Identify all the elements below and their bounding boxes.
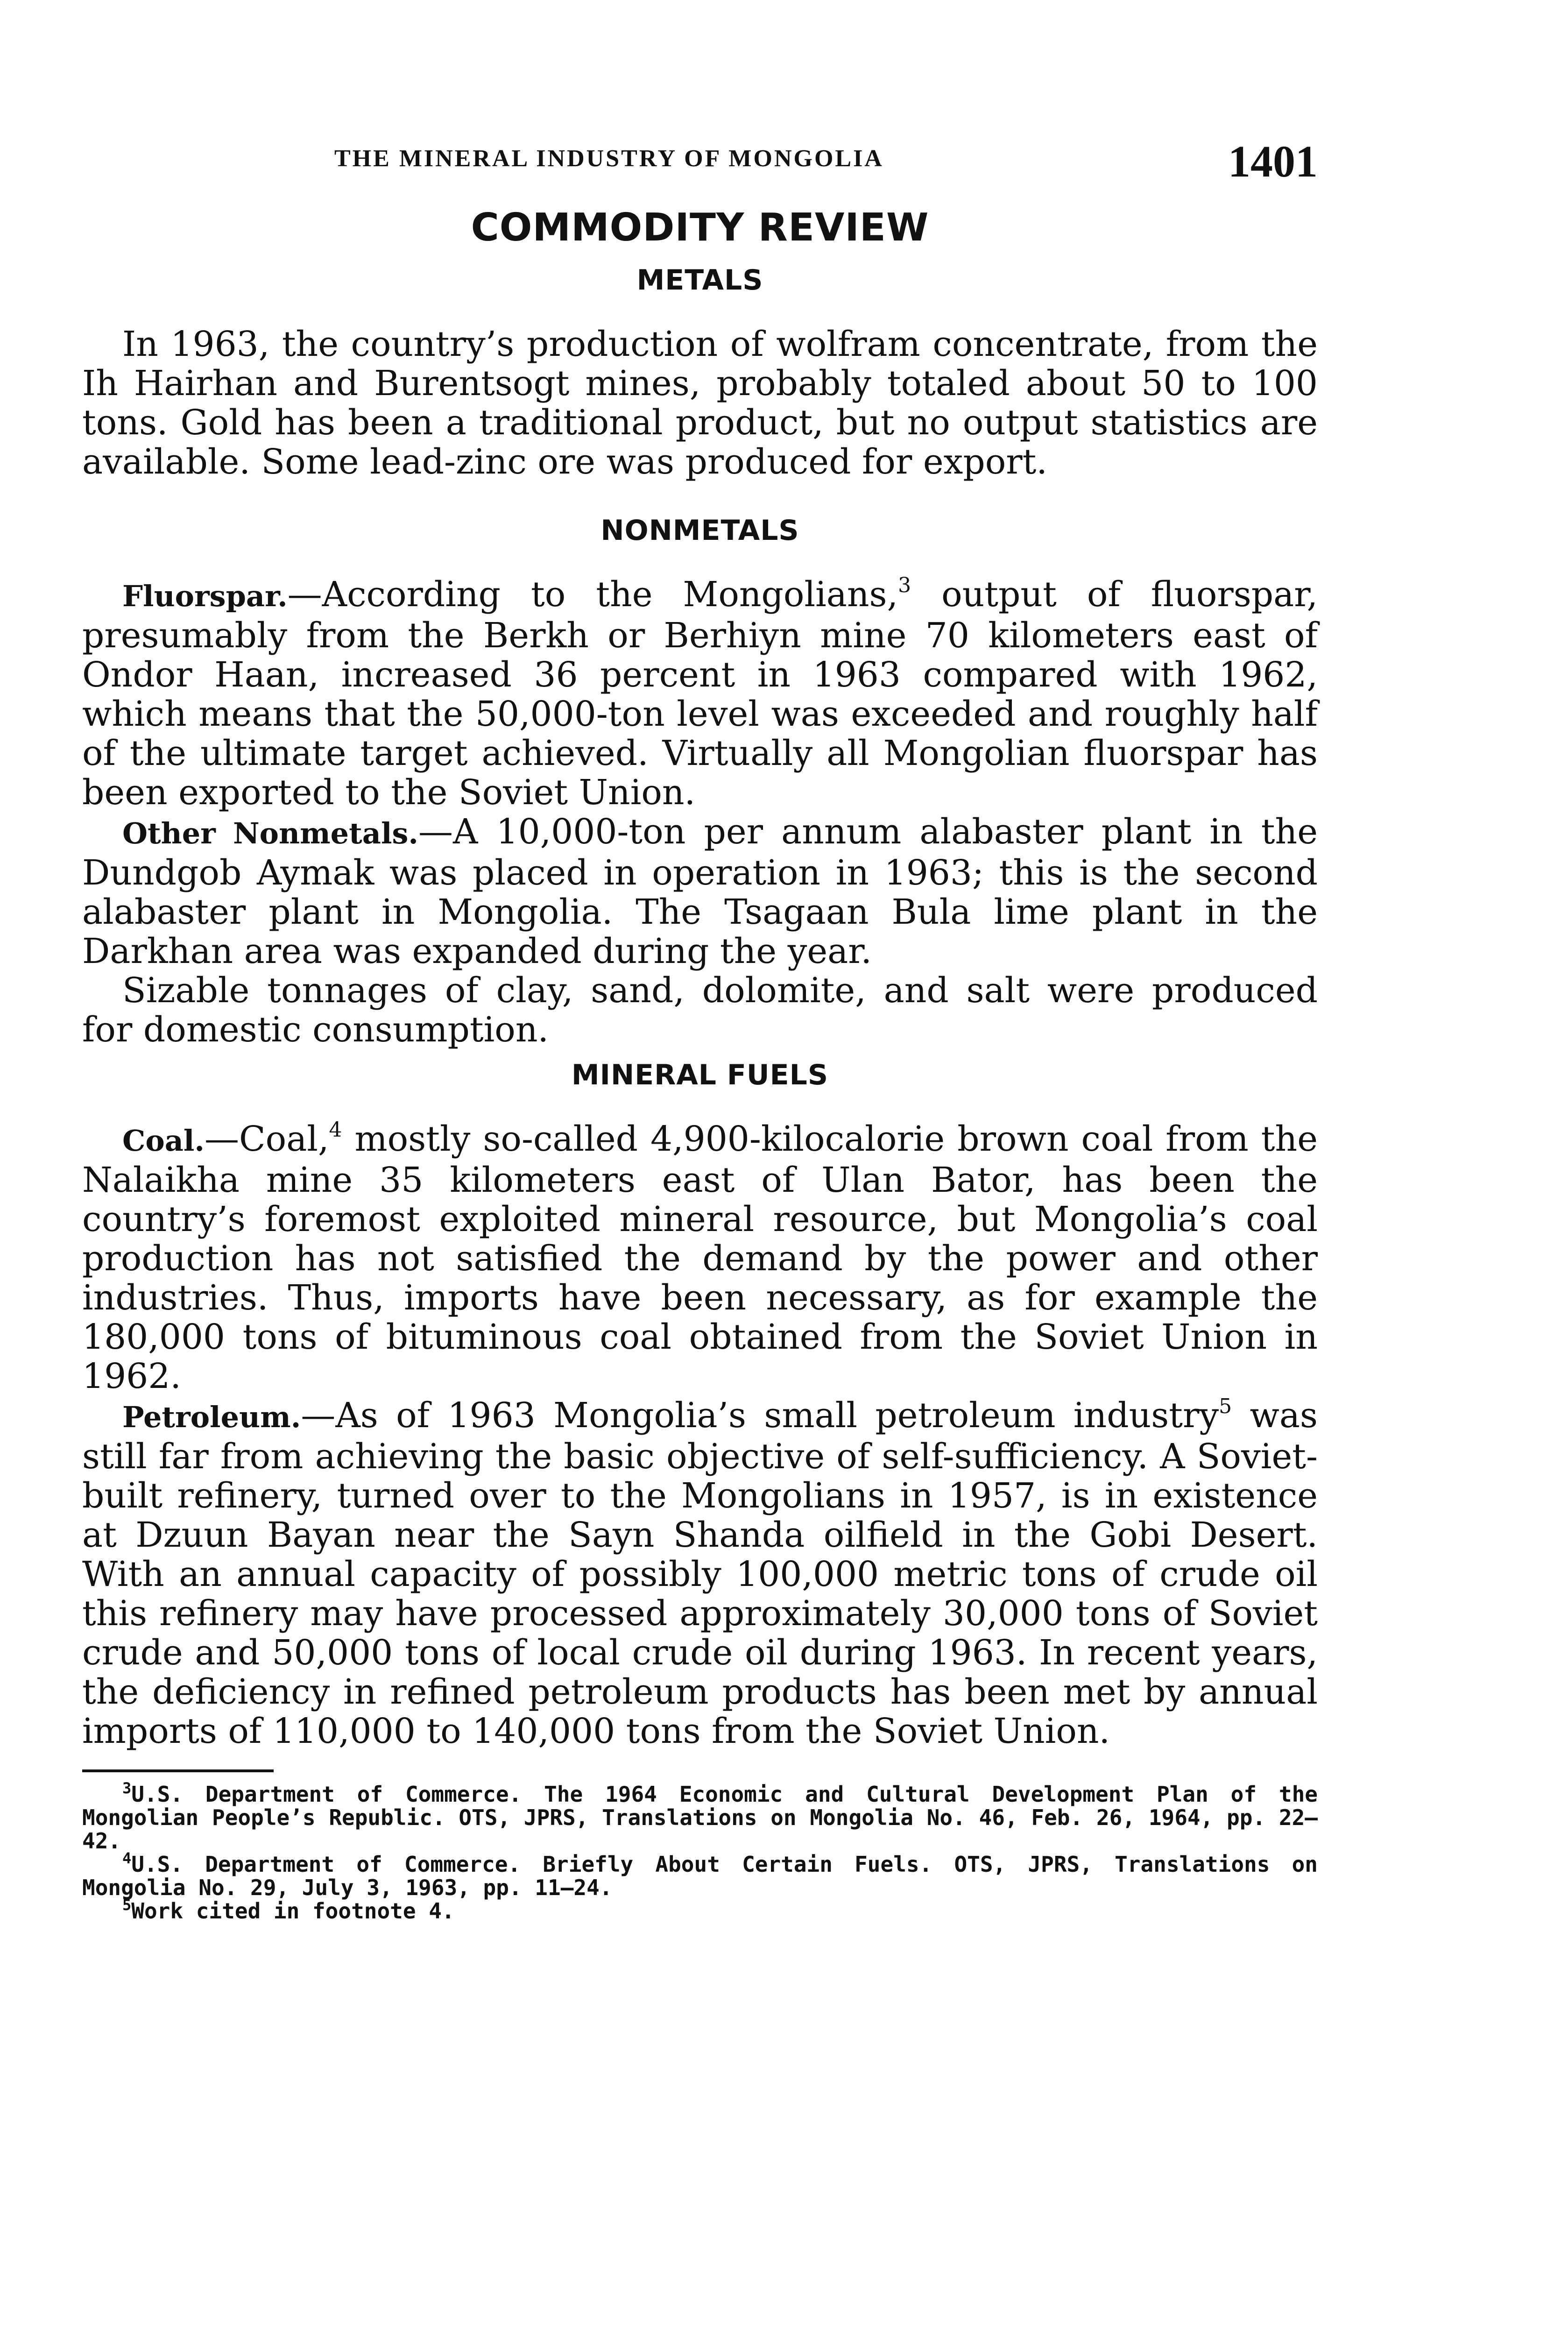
fluorspar-text-a: —According to the Mongolians, [287,574,898,615]
coal-text-b: mostly so-called 4,900-kilocalorie brown coal from the Nalaikha mine 35 kilometers east of Ulan Bator, has been the country’s foremost exploited mineral resource, but Mongolia’s coal production has not satisfied the demand by the power and other industries. Thus, imports have been necessary, as for example the 180,000 tons of bituminous coal obtained from the Soviet Union in 1962. [82,1119,1318,1396]
mineral-fuels-heading: MINERAL FUELS [571,1059,829,1091]
footnote-mark: 3 [122,1779,132,1797]
coal-label: Coal. [122,1124,205,1158]
petroleum-text-b: was still far from achieving the basic objective of self-sufficiency. A Soviet-built refinery, turned over to the Mongolians in 1957, is in existence at Dzuun Bayan near the Sayn Shanda oilfield in the Gobi Desert. With an annual capacity of possibly 100,000 metric tons of crude oil this refinery may have processed approximately 30,000 tons of Soviet crude and 50,000 tons of local crude oil during 1963. In recent years, the deficiency in refined petroleum products has been met by annual imports of 110,000 to 140,000 tons from the Soviet Union. [82,1395,1318,1751]
coal-text-a: —Coal, [205,1119,329,1159]
coal-paragraph [82,1119,1318,1396]
footnote [82,1896,1318,1924]
domestic-consumption-paragraph: Sizable tonnages of clay, sand, dolomite, and salt were produced for domestic consumption. [82,970,1318,1050]
petroleum-paragraph [82,1396,1318,1751]
metals-paragraph: In 1963, the country’s production of wolfram concentrate, from the Ih Hairhan and Burentsogt mines, probably totaled about 50 to 100 tons. Gold has been a traditional product, but no output statistics are available. Some lead-zinc ore was produced for export. [82,324,1318,482]
footnotes [82,1779,1318,1924]
footnote-mark: 4 [122,1849,132,1867]
footnote-ref-5: 5 [1219,1394,1232,1418]
footnote-mark: 5 [122,1896,132,1914]
other-nonmetals-label: Other Nonmetals. [122,816,418,850]
petroleum-label: Petroleum. [122,1400,301,1434]
footnote-ref-3: 3 [898,573,911,597]
running-header [82,135,1318,187]
other-nonmetals-paragraph [82,812,1318,971]
running-title: THE MINERAL INDUSTRY OF MONGOLIA [334,145,884,172]
footnote-text: U.S. Department of Commerce. The 1964 Economic and Cultural Development Plan of the Mongolian People’s Republic. OTS, JPRS, Translations on Mongolia No. 46, Feb. 26, 1964, pp. 22–42. [82,1782,1318,1854]
footnote-ref-4: 4 [329,1118,342,1142]
footnote [82,1849,1318,1900]
other-nonmetals-text: —A 10,000-ton per annum alabaster plant in the Dundgob Aymak was placed in operation in 1963; this is the second alabaster plant in Mongolia. The Tsagaan Bula lime plant in the Darkhan area was expanded during the year. [82,812,1318,971]
page-content [82,135,1318,1923]
fluorspar-paragraph [82,575,1318,812]
page-number: 1401 [1228,136,1318,186]
nonmetals-heading: NONMETALS [600,514,799,547]
footnote [82,1779,1318,1854]
footnote-text: Work cited in footnote 4. [131,1898,455,1924]
metals-heading: METALS [636,264,763,297]
section-title: COMMODITY REVIEW [471,205,929,250]
fluorspar-label: Fluorspar. [122,579,288,613]
fluorspar-text-b: output of fluorspar, presumably from the Berkh or Berhiyn mine 70 kilometers east of Ondor Haan, increased 36 percent in 1963 compared with 1962, which means that the 50,000-ton level was exceeded and roughly half of the ultimate target achieved. Virtually all Mongolian fluorspar has been exported to the Soviet Union. [82,574,1318,813]
petroleum-text-a: —As of 1963 Mongolia’s small petroleum industry [301,1395,1219,1436]
footnote-text: U.S. Department of Commerce. Briefly About Certain Fuels. OTS, JPRS, Translations on Mongolia No. 29, July 3, 1963, pp. 11–24. [82,1852,1318,1900]
footnote-rule [82,1769,274,1772]
